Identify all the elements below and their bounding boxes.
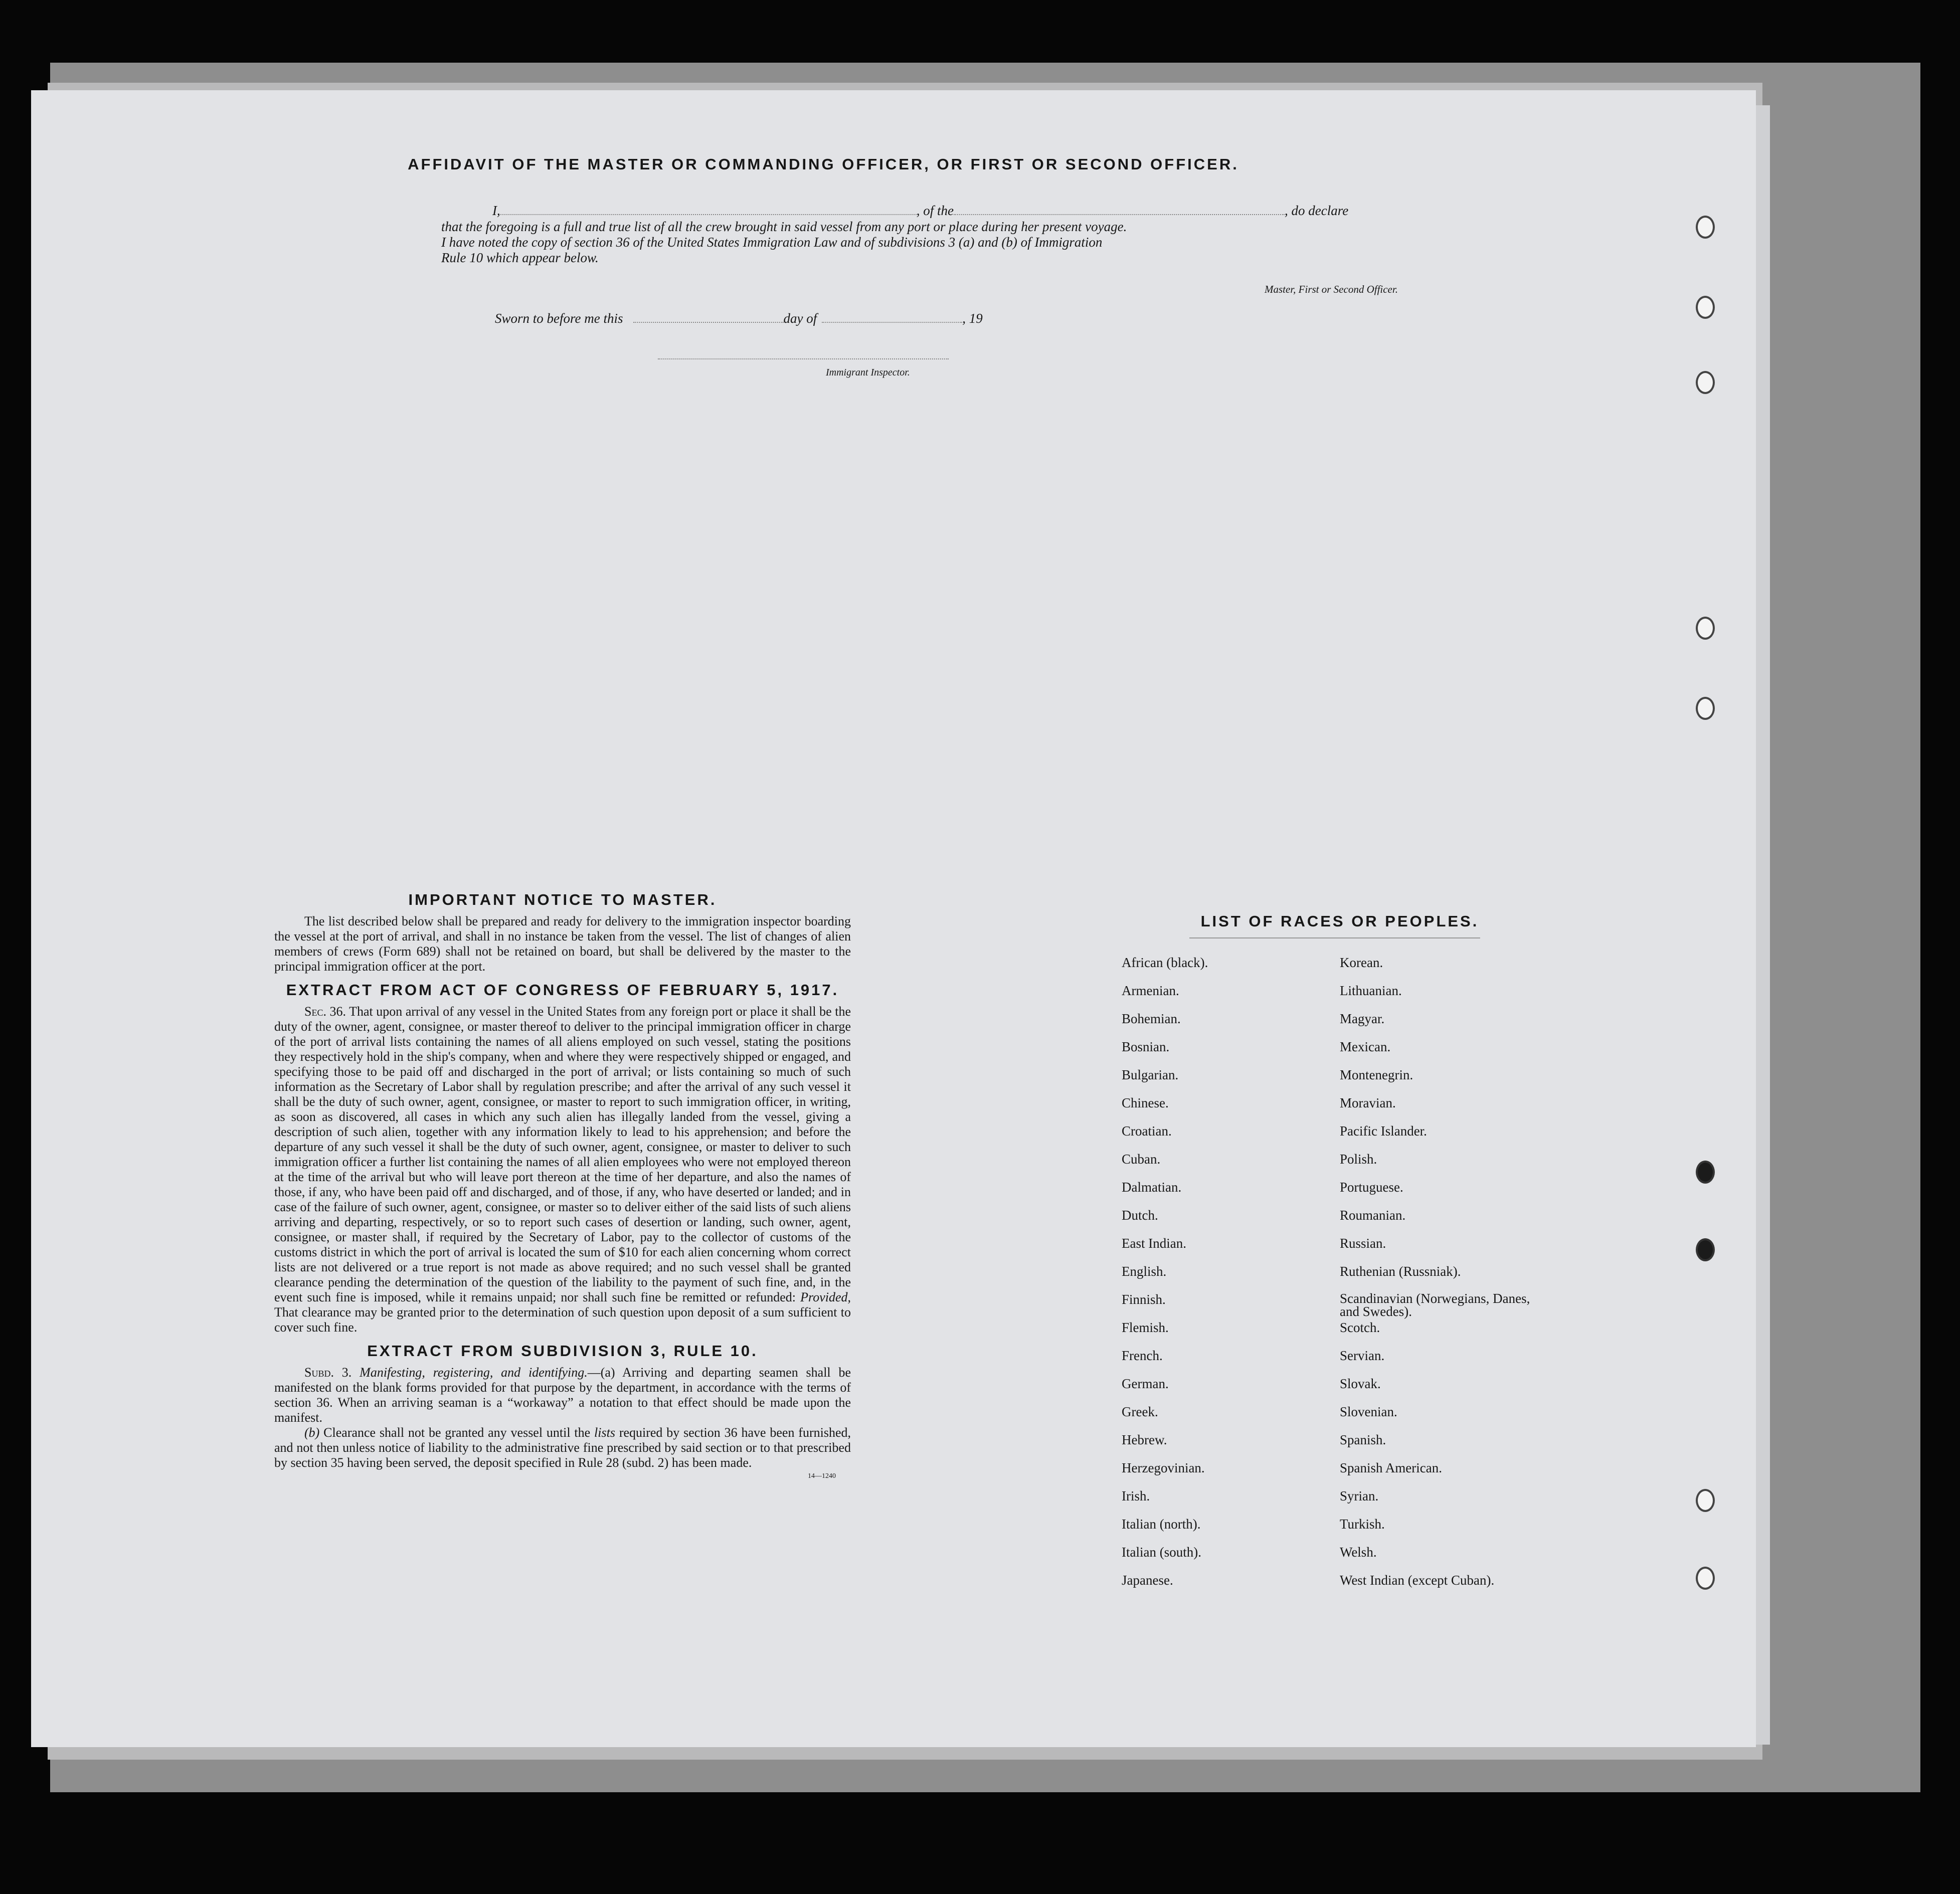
race-item: Slovenian. [1340, 1404, 1397, 1419]
race-item: Slovak. [1340, 1376, 1381, 1391]
race-item: Italian (north). [1122, 1517, 1201, 1532]
provided-word: Provided, [800, 1290, 851, 1304]
affidavit-title: AFFIDAVIT OF THE MASTER OR COMMANDING OFFICER, OR FIRST OR SECOND OFFICER. [408, 155, 1239, 173]
affidavit-line-2: that the foregoing is a full and true list of all the crew brought in said vessel from any port or place during her present voyage. [441, 219, 1127, 234]
subdivision-heading: Manifesting, registering, and identifying. [360, 1365, 588, 1380]
race-item: Herzegovinian. [1122, 1460, 1205, 1475]
race-item: Roumanian. [1340, 1208, 1406, 1223]
race-item: Russian. [1340, 1236, 1386, 1251]
inspector-label: Immigrant Inspector. [826, 367, 910, 378]
race-item: Irish. [1122, 1488, 1150, 1503]
punch-hole-icon [1696, 1161, 1715, 1184]
extract-act-paragraph [274, 1004, 851, 1335]
race-item: Moravian. [1340, 1095, 1396, 1110]
notice-column [274, 891, 851, 1480]
page-edge [1756, 105, 1770, 1745]
notice-text: The list described below shall be prepared and ready for delivery to the immigration inspector boarding the vessel at the port of arrival, and shall in no instance be taken from the vessel. The list of changes of alien members of crews (Form 689) shall not be retained on board, but shall be delivered by the master to the principal immigration officer at the port. [274, 914, 851, 974]
day-of-text: day of [783, 311, 817, 326]
punch-hole-icon [1696, 1238, 1715, 1261]
affidavit-line-4: Rule 10 which appear below. [441, 250, 599, 265]
race-item: Montenegrin. [1340, 1067, 1413, 1082]
race-item: Hebrew. [1122, 1432, 1167, 1447]
extract-rule-title: EXTRACT FROM SUBDIVISION 3, RULE 10. [367, 1342, 758, 1360]
extract-act-title: EXTRACT FROM ACT OF CONGRESS OF FEBRUARY 5, 1917. [286, 981, 839, 999]
punch-hole-icon [1696, 216, 1715, 239]
master-signature-label: Master, First or Second Officer. [1265, 283, 1398, 295]
race-item: Servian. [1340, 1348, 1385, 1363]
sworn-line [495, 311, 983, 326]
race-item: East Indian. [1122, 1236, 1186, 1251]
race-item: Mexican. [1340, 1039, 1391, 1054]
affidavit-line-3: I have noted the copy of section 36 of the United States Immigration Law and of subdivisions 3 (a) and (b) of Immigration [441, 235, 1103, 250]
subdivision-b-paragraph [274, 1425, 851, 1470]
race-item: English. [1122, 1264, 1167, 1279]
race-item: Italian (south). [1122, 1545, 1201, 1560]
vessel-blank [954, 214, 1285, 215]
race-item: Polish. [1340, 1152, 1377, 1167]
race-item: Scotch. [1340, 1320, 1380, 1335]
race-item: Spanish. [1340, 1432, 1386, 1447]
races-column-2 [1340, 955, 1540, 1601]
affidavit-line-1 [492, 203, 1348, 219]
race-item: Ruthenian (Russniak). [1340, 1264, 1461, 1279]
subdivision-a-text: —(a) Arriving and departing seamen shall be manifested on the blank forms provided for that purpose by the department, in accordance with the terms of section 36. When an arriving seaman is a “workaway” a notation to that effect should be made upon the manifest. [274, 1365, 851, 1425]
race-item: Syrian. [1340, 1488, 1379, 1503]
subdivision-a-paragraph [274, 1365, 851, 1425]
race-item: Spanish American. [1340, 1460, 1442, 1475]
affidavit-do-declare: , do declare [1285, 203, 1349, 218]
month-blank [822, 322, 962, 323]
punch-hole-icon [1696, 296, 1715, 319]
affidavit-i: I, [492, 203, 500, 218]
subdivision-b-text-2: required by section 36 have been furnished, and not then unless notice of liability to the administrative fine prescribed by said section or to that prescribed by section 35 having been served, the deposit specified in Rule 28 (subd. 2) has been made. [274, 1425, 851, 1470]
race-item: Lithuanian. [1340, 983, 1402, 998]
race-item: Croatian. [1122, 1123, 1172, 1139]
race-item: Bulgarian. [1122, 1067, 1179, 1082]
races-title-rule [1189, 937, 1480, 938]
race-item: Finnish. [1122, 1292, 1166, 1307]
race-item: Pacific Islander. [1340, 1123, 1427, 1139]
name-blank [500, 214, 917, 215]
punch-hole-icon [1696, 697, 1715, 720]
punch-hole-icon [1696, 1567, 1715, 1590]
race-item: Welsh. [1340, 1545, 1377, 1560]
form-number: 14—1240 [808, 1472, 836, 1480]
race-item: Dalmatian. [1122, 1180, 1182, 1195]
race-item: African (black). [1122, 955, 1208, 970]
punch-hole-icon [1696, 617, 1715, 640]
race-item: Japanese. [1122, 1573, 1173, 1588]
race-item: Flemish. [1122, 1320, 1169, 1335]
punch-hole-icon [1696, 371, 1715, 394]
race-item: West Indian (except Cuban). [1340, 1573, 1495, 1588]
race-item: French. [1122, 1348, 1163, 1363]
subdivision-b-label: (b) [304, 1425, 320, 1440]
race-item: Turkish. [1340, 1517, 1385, 1532]
race-item: Greek. [1122, 1404, 1158, 1419]
race-item: Magyar. [1340, 1011, 1385, 1026]
race-item: Portuguese. [1340, 1180, 1403, 1195]
extract-act-text-end: That clearance may be granted prior to the determination of such question upon deposit of a sum sufficient to cover such fine. [274, 1305, 851, 1335]
race-item: German. [1122, 1376, 1169, 1391]
race-item: Bosnian. [1122, 1039, 1170, 1054]
day-blank [633, 322, 784, 323]
race-item: Korean. [1340, 955, 1383, 970]
extract-act-text: That upon arrival of any vessel in the United States from any foreign port or place it shall be the duty of the owner, agent, consignee, or master thereof to deliver to the principal immigration officer in charge of the port of arrival lists containing the names of all aliens employed on such vessel, stating the positions they respectively hold in the ship's company, when and where they were respectively shipped or engaged, and specifying those to be paid off and discharged in the port of arrival; or lists containing so much of such information as the Secretary of Labor shall by regulation prescribe; and after the arrival of any such vessel it shall be the duty of such owner, agent, consignee, or master to report to such immigration officer, in writing, as soon as discovered, all cases in which any such alien has illegally landed from the vessel, giving a description of such alien, together with any information likely to lead to his apprehension; and before the departure of any such vessel it shall be the duty of such owner, agent, consignee, or master to deliver to such immigration officer a further list containing the names of all alien employees who were not employed thereon at the time of the arrival but who will leave port thereon at the time of her departure, and also the names of those, if any, who have been paid off and discharged, and of those, if any, who have deserted or landed; and in case of the failure of such owner, agent, consignee, or master so to deliver either of the said lists of such aliens arriving and departing, respectively, or so to report such cases of desertion or landing, such owner, agent, consignee, or master shall, if required by the Secretary of Labor, pay to the collector of customs of the customs district in which the port of arrival is located the sum of $10 for each alien concerning whom correct lists are not delivered or a true report is not made as above required; and no such vessel shall be granted clearance pending the determination of the question of the liability to the payment of such fine, and, in the event such fine is imposed, while it remains unpaid; nor shall such fine be remitted or refunded: [274, 1004, 851, 1304]
races-title: LIST OF RACES OR PEOPLES. [1200, 912, 1479, 930]
race-item: Chinese. [1122, 1095, 1169, 1110]
section-label: Sec. 36. [304, 1004, 346, 1019]
sworn-text: Sworn to before me this [495, 311, 623, 326]
race-item: Bohemian. [1122, 1011, 1181, 1026]
document-page [31, 90, 1756, 1747]
year-text: , 19 [962, 311, 983, 326]
subdivision-b-lists: lists [594, 1425, 615, 1440]
inspector-blank [658, 358, 949, 359]
punch-hole-icon [1696, 1489, 1715, 1512]
race-item: Cuban. [1122, 1152, 1161, 1167]
race-item: Scandinavian (Norwegians, Danes, and Swedes). [1340, 1291, 1530, 1319]
races-column-1 [1122, 955, 1208, 1601]
subdivision-label: Subd. 3. [304, 1365, 352, 1380]
notice-title: IMPORTANT NOTICE TO MASTER. [408, 891, 717, 908]
race-item: Armenian. [1122, 983, 1179, 998]
race-item: Dutch. [1122, 1208, 1158, 1223]
affidavit-of-the: , of the [916, 203, 954, 218]
subdivision-b-text-1: Clearance shall not be granted any vessel until the [323, 1425, 591, 1440]
